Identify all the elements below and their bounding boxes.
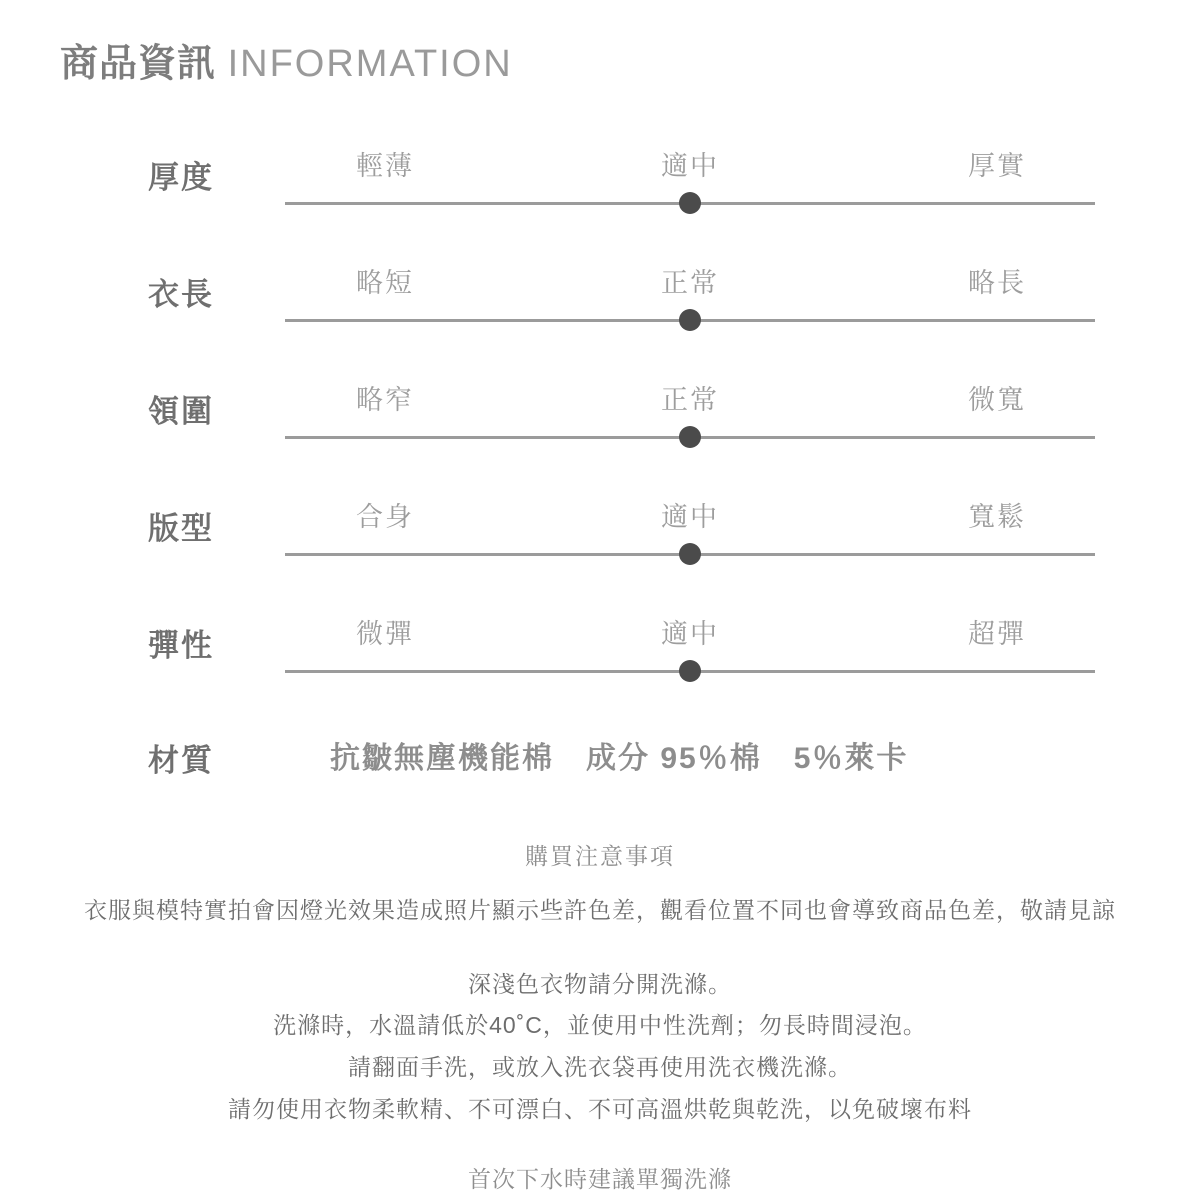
scale-option-low: 合身: [356, 502, 414, 532]
scale-option-high: 超彈: [968, 619, 1026, 649]
scale-labels: [285, 247, 1095, 299]
spec-label-thickness: 厚度: [148, 160, 214, 195]
spec-row: [0, 364, 1200, 481]
spec-label-material: 材質: [148, 743, 214, 778]
first-wash-note: 首次下水時建議單獨洗滌: [468, 1166, 732, 1193]
scale-option-high: 微寬: [968, 385, 1026, 415]
spec-row: [0, 130, 1200, 247]
scale-option-low: 微彈: [356, 619, 414, 649]
spec-scale-thickness: [285, 130, 1095, 230]
care-line: 請翻面手洗，或放入洗衣袋再使用洗衣機洗滌。: [348, 1053, 852, 1080]
scale-option-mid: 適中: [661, 151, 719, 181]
spec-label-length: 衣長: [148, 277, 214, 312]
spec-label-fit: 版型: [148, 511, 214, 546]
scale-marker-dot: [679, 192, 701, 214]
scale-labels: [285, 364, 1095, 416]
page-title-en: INFORMATION: [227, 43, 513, 85]
scale-marker-dot: [679, 660, 701, 682]
care-line: 深淺色衣物請分開洗滌。: [468, 970, 732, 997]
notes-title: 購買注意事項: [525, 843, 675, 869]
spec-row: [0, 598, 1200, 715]
page-title-zh: 商品資訊: [60, 43, 217, 85]
care-instructions: [0, 967, 1200, 1128]
spec-scale-elasticity: [285, 598, 1095, 698]
scale-marker-dot: [679, 543, 701, 565]
scale-option-low: 略窄: [356, 385, 414, 415]
scale-option-high: 略長: [968, 268, 1026, 298]
spec-row: [0, 481, 1200, 598]
notes-spacer: [0, 929, 1200, 967]
material-row: [0, 715, 1200, 805]
spec-scale-fit: [285, 481, 1095, 581]
scale-option-mid: 適中: [661, 502, 719, 532]
spec-scale-neckline: [285, 364, 1095, 464]
scale-option-mid: 正常: [661, 268, 719, 298]
scale-labels: [285, 598, 1095, 650]
spec-scale-length: [285, 247, 1095, 347]
spec-label-neckline: 領圍: [148, 394, 214, 429]
scale-marker-dot: [679, 426, 701, 448]
spec-list: [0, 130, 1200, 805]
scale-labels: [285, 130, 1095, 182]
material-value: 抗皺無塵機能棉 成分 95％棉 5％萊卡: [330, 742, 909, 775]
scale-marker-dot: [679, 309, 701, 331]
scale-option-low: 略短: [356, 268, 414, 298]
spec-label-elasticity: 彈性: [148, 628, 214, 663]
page-title: [60, 42, 513, 88]
spec-row: [0, 247, 1200, 364]
scale-option-high: 厚實: [968, 151, 1026, 181]
scale-option-high: 寬鬆: [968, 502, 1026, 532]
purchase-notes: [0, 838, 1200, 1194]
scale-labels: [285, 481, 1095, 533]
notes-color-disclaimer: 衣服與模特實拍會因燈光效果造成照片顯示些許色差，觀看位置不同也會導致商品色差，敬請見諒: [84, 897, 1116, 923]
care-line: 洗滌時，水溫請低於40˚C，並使用中性洗劑；勿長時間浸泡。: [273, 1012, 927, 1039]
scale-option-low: 輕薄: [356, 151, 414, 181]
care-line: 請勿使用衣物柔軟精、不可漂白、不可高溫烘乾與乾洗，以免破壞布料: [228, 1095, 972, 1122]
scale-option-mid: 適中: [661, 619, 719, 649]
scale-option-mid: 正常: [661, 385, 719, 415]
